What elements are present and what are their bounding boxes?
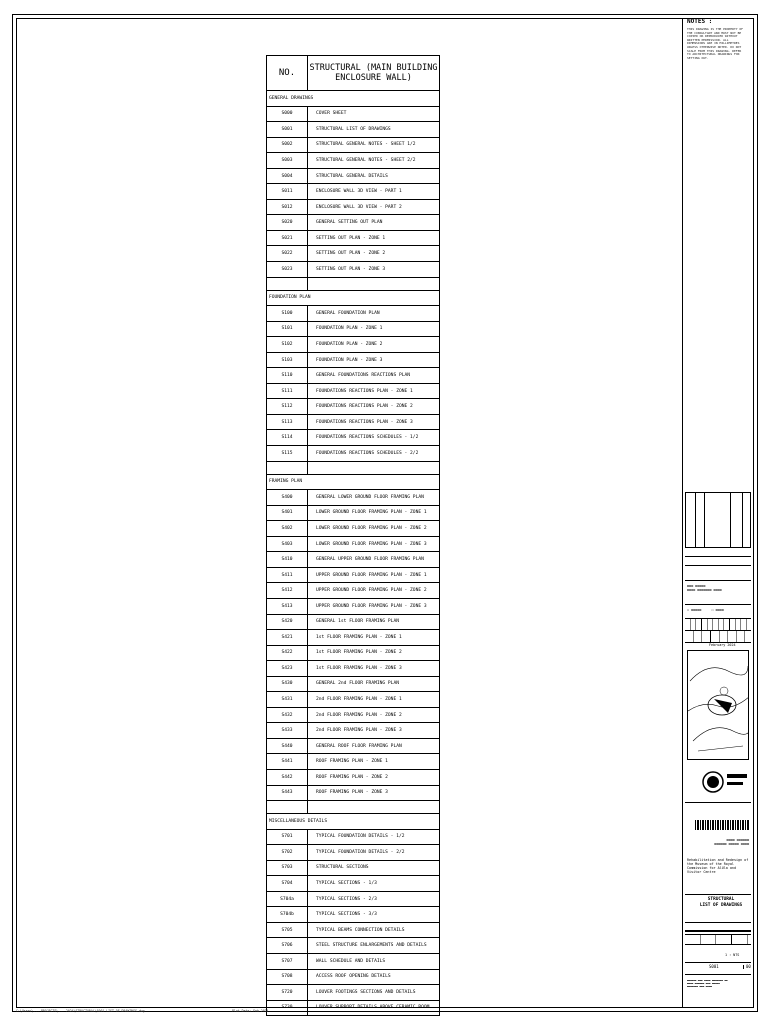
drawing-number: S000	[267, 106, 308, 122]
table-row	[267, 953, 440, 969]
table-row	[267, 907, 440, 923]
drawing-number: S012	[267, 199, 308, 215]
tb-sheet-row	[685, 962, 751, 973]
notes-title: NOTES :	[687, 18, 713, 25]
drawing-number: S001	[267, 122, 308, 138]
table-row	[267, 754, 440, 770]
consultant-arabic-text: ▬▬▬▬ ▬▬▬▬▬▬ ▬▬▬▬▬▬ ▬▬▬▬▬ ▬▬▬▬	[714, 838, 749, 846]
drawing-number: S707	[267, 953, 308, 969]
drawing-title: ROOF FRAMING PLAN - ZONE 3	[308, 785, 440, 801]
blank-row	[267, 461, 440, 474]
table-header-row	[267, 56, 440, 91]
table-row	[267, 122, 440, 138]
table-row	[267, 490, 440, 506]
drawing-title: WALL SCHEDULE AND DETAILS	[308, 953, 440, 969]
drawing-number: S708	[267, 969, 308, 985]
drawing-title: STRUCTURAL LIST OF DRAWINGS	[308, 122, 440, 138]
drawing-title: STRUCTURAL GENERAL NOTES - SHEET 2/2	[308, 153, 440, 169]
tb-scale: 1 : NTS	[725, 953, 740, 957]
revision-grid	[685, 492, 751, 548]
drawing-number: S403	[267, 536, 308, 552]
drawing-title: ENCLOSURE WALL 3D VIEW - PART 2	[308, 199, 440, 215]
table-row	[267, 153, 440, 169]
drawing-title: FOUNDATIONS REACTIONS PLAN - ZONE 2	[308, 399, 440, 415]
table-row	[267, 368, 440, 384]
drawing-title: LOWER GROUND FLOOR FRAMING PLAN - ZONE 2	[308, 521, 440, 537]
drawing-number: S704b	[267, 907, 308, 923]
drawing-number: S101	[267, 321, 308, 337]
drawing-title: FOUNDATION PLAN - ZONE 2	[308, 337, 440, 353]
tb-sheet-no: S001	[709, 964, 719, 969]
tb-scale-values	[685, 944, 751, 963]
drawing-title: TYPICAL SECTIONS - 3/3	[308, 907, 440, 923]
drawing-title: SETTING OUT PLAN - ZONE 1	[308, 230, 440, 246]
table-row	[267, 938, 440, 954]
drawing-number: S440	[267, 738, 308, 754]
drawing-number: S411	[267, 567, 308, 583]
table-row	[267, 306, 440, 322]
drawing-title: GENERAL SETTING OUT PLAN	[308, 215, 440, 231]
table-row	[267, 630, 440, 646]
drawing-title: 1st FLOOR FRAMING PLAN - ZONE 2	[308, 645, 440, 661]
section-name: GENERAL DRAWINGS	[267, 91, 440, 107]
section-name: FOUNDATION PLAN	[267, 290, 440, 306]
drawing-number: S432	[267, 707, 308, 723]
header-title: STRUCTURAL (MAIN BUILDING ENCLOSURE WALL)	[308, 56, 440, 91]
blank-row	[267, 277, 440, 290]
drawing-number: S021	[267, 230, 308, 246]
drawing-number: S112	[267, 399, 308, 415]
table-row	[267, 552, 440, 568]
drawing-title: LOUVER FOOTINGS SECTIONS AND DETAILS	[308, 985, 440, 1001]
table-row	[267, 383, 440, 399]
table-row	[267, 922, 440, 938]
table-row	[267, 168, 440, 184]
table-row	[267, 738, 440, 754]
drawing-number: S114	[267, 430, 308, 446]
tb-copyright-row	[685, 974, 751, 1005]
drawing-number: S441	[267, 754, 308, 770]
table-row	[267, 829, 440, 845]
drawing-title: STRUCTURAL SECTIONS	[308, 860, 440, 876]
table-row	[267, 199, 440, 215]
drawing-title: STEEL STRUCTURE ENLARGEMENTS AND DETAILS	[308, 938, 440, 954]
drawing-number: S102	[267, 337, 308, 353]
table-row	[267, 785, 440, 801]
table-row	[267, 891, 440, 907]
drawing-title-2: LIST OF DRAWINGS	[699, 903, 743, 908]
section-header-row	[267, 91, 440, 107]
drawing-number: S720	[267, 985, 308, 1001]
drawing-title: STRUCTURAL GENERAL DETAILS	[308, 168, 440, 184]
table-row	[267, 860, 440, 876]
table-row	[267, 969, 440, 985]
client-logo	[687, 762, 749, 802]
table-row	[267, 707, 440, 723]
header-no: NO.	[267, 56, 308, 91]
drawing-number: S004	[267, 168, 308, 184]
drawing-title: GENERAL UPPER GROUND FLOOR FRAMING PLAN	[308, 552, 440, 568]
drawing-number: S111	[267, 383, 308, 399]
drawing-number: S110	[267, 368, 308, 384]
table-row	[267, 661, 440, 677]
drawing-title: LOUVER SUPPORT DETAILS ABOVE CERAMIC ROOM	[308, 1000, 440, 1016]
drawing-number: S022	[267, 246, 308, 262]
table-row	[267, 692, 440, 708]
section-header-row	[267, 474, 440, 490]
table-row	[267, 337, 440, 353]
table-row	[267, 430, 440, 446]
drawing-number: S410	[267, 552, 308, 568]
drawing-title: 2nd FLOOR FRAMING PLAN - ZONE 3	[308, 723, 440, 739]
table-row	[267, 352, 440, 368]
drawing-title: LOWER GROUND FLOOR FRAMING PLAN - ZONE 3	[308, 536, 440, 552]
table-row	[267, 769, 440, 785]
drawing-number: S400	[267, 490, 308, 506]
drawing-title: TYPICAL BEAMS CONNECTION DETAILS	[308, 922, 440, 938]
drawing-title: GENERAL LOWER GROUND FLOOR FRAMING PLAN	[308, 490, 440, 506]
title-block	[682, 18, 754, 1008]
table-row	[267, 521, 440, 537]
drawing-title: SETTING OUT PLAN - ZONE 3	[308, 262, 440, 278]
drawing-number: S431	[267, 692, 308, 708]
drawing-title-1: STRUCTURAL	[707, 897, 735, 902]
drawing-number: S421	[267, 630, 308, 646]
table-row	[267, 676, 440, 692]
drawing-title: 1st FLOOR FRAMING PLAN - ZONE 3	[308, 661, 440, 677]
drawing-title: TYPICAL SECTIONS - 2/3	[308, 891, 440, 907]
table-row	[267, 137, 440, 153]
drawing-number: S433	[267, 723, 308, 739]
drawing-title: TYPICAL FOUNDATION DETAILS - 1/2	[308, 829, 440, 845]
table-row	[267, 1000, 440, 1016]
drawing-title: 2nd FLOOR FRAMING PLAN - ZONE 1	[308, 692, 440, 708]
drawing-title: 2nd FLOOR FRAMING PLAN - ZONE 2	[308, 707, 440, 723]
drawing-number: S423	[267, 661, 308, 677]
checkbox-icon: ☐ ▬▬▬▬▬ ☐ ▬▬▬▬	[687, 608, 724, 612]
key-plan-map	[687, 650, 749, 760]
drawing-number: S704	[267, 876, 308, 892]
table-row	[267, 567, 440, 583]
drawing-title: GENERAL ROOF FLOOR FRAMING PLAN	[308, 738, 440, 754]
drawing-title: ROOF FRAMING PLAN - ZONE 2	[308, 769, 440, 785]
drawing-number: S103	[267, 352, 308, 368]
project-description: Rehabilitation and Redesign of the Museum of the Royal Commission for AlUla and Visitor Centre	[687, 858, 749, 874]
tb-date: February 2024	[709, 643, 736, 647]
drawing-number: S443	[267, 785, 308, 801]
drawing-title: GENERAL FOUNDATION PLAN	[308, 306, 440, 322]
tb-client-lines: ▬▬▬ ▬▬▬▬▬ ▬▬▬▬ ▬▬▬▬▬▬▬ ▬▬▬▬	[687, 584, 722, 592]
section-header-row	[267, 814, 440, 830]
footer-file-path: C:\Users\... PROJECTS\... 2024\STRUCTURAL\S001 LIST OF DRAWINGS.dwg	[16, 1009, 145, 1013]
table-row	[267, 321, 440, 337]
drawing-number: S002	[267, 137, 308, 153]
drawing-title: ENCLOSURE WALL 3D VIEW - PART 1	[308, 184, 440, 200]
table-row	[267, 215, 440, 231]
drawing-number: S430	[267, 676, 308, 692]
table-row	[267, 184, 440, 200]
drawing-number: S704a	[267, 891, 308, 907]
drawing-number: S113	[267, 414, 308, 430]
table-row	[267, 723, 440, 739]
tb-date-row	[685, 642, 751, 649]
table-row	[267, 985, 440, 1001]
drawing-title: FOUNDATION PLAN - ZONE 1	[308, 321, 440, 337]
drawing-number: S705	[267, 922, 308, 938]
drawing-number: S412	[267, 583, 308, 599]
drawing-title: TYPICAL FOUNDATION DETAILS - 2/2	[308, 845, 440, 861]
drawing-number: S413	[267, 598, 308, 614]
table-row	[267, 876, 440, 892]
tb-checkbox-row	[685, 604, 751, 619]
table-row	[267, 614, 440, 630]
drawing-number: S420	[267, 614, 308, 630]
drawing-number: S422	[267, 645, 308, 661]
footer-plot-date: Plot Date: Feb 2024	[232, 1009, 269, 1013]
tb-rev-row	[685, 565, 751, 575]
drawing-number: S706	[267, 938, 308, 954]
blank-row	[267, 801, 440, 814]
drawing-title: SETTING OUT PLAN - ZONE 2	[308, 246, 440, 262]
barcode-graphic	[695, 820, 749, 830]
drawing-title: FOUNDATIONS REACTIONS PLAN - ZONE 1	[308, 383, 440, 399]
drawing-title: LOWER GROUND FLOOR FRAMING PLAN - ZONE 1	[308, 505, 440, 521]
drawing-title: GENERAL FOUNDATIONS REACTIONS PLAN	[308, 368, 440, 384]
drawing-title: UPPER GROUND FLOOR FRAMING PLAN - ZONE 3	[308, 598, 440, 614]
drawing-number: S402	[267, 521, 308, 537]
drawing-number: S115	[267, 446, 308, 462]
drawing-number: S401	[267, 505, 308, 521]
drawing-number: S003	[267, 153, 308, 169]
table-row	[267, 505, 440, 521]
copyright-lines: ▬▬▬▬▬▬ ▬▬▬ ▬▬▬▬ ▬▬▬▬▬▬▬ ▬▬ ▬▬▬▬ ▬▬▬▬▬▬ ▬▬▬ ▬▬▬▬▬ ▬▬▬▬▬▬▬ ▬▬▬ ▬▬▬▬	[687, 979, 728, 989]
drawing-title: STRUCTURAL GENERAL NOTES - SHEET 1/2	[308, 137, 440, 153]
tb-rev: 00	[743, 965, 751, 969]
drawing-title: ROOF FRAMING PLAN - ZONE 1	[308, 754, 440, 770]
drawing-title: COVER SHEET	[308, 106, 440, 122]
table-row	[267, 246, 440, 262]
drawing-title: TYPICAL SECTIONS - 1/3	[308, 876, 440, 892]
drawing-title: GENERAL 2nd FLOOR FRAMING PLAN	[308, 676, 440, 692]
drawing-title: FOUNDATIONS REACTIONS SCHEDULES - 1/2	[308, 430, 440, 446]
table-row	[267, 598, 440, 614]
section-name: MISCELLANEOUS DETAILS	[267, 814, 440, 830]
notes-body: THIS DRAWING IS THE PROPERTY OF THE CONSULTANT AND MUST NOT BE COPIED OR REPRODUCED WITHOUT WRITTEN PERMISSION. ALL DIMENSIONS ARE IN MILLIMETRES UNLESS OTHERWISE NOTED. DO NOT SCALE FROM THIS DRAWING. REFER TO ARCHITECTURAL DRAWINGS FOR SETTING OUT.	[687, 27, 743, 60]
drawing-title: GENERAL 1st FLOOR FRAMING PLAN	[308, 614, 440, 630]
drawing-number: S011	[267, 184, 308, 200]
section-name: FRAMING PLAN	[267, 474, 440, 490]
drawing-number: S020	[267, 215, 308, 231]
table-row	[267, 845, 440, 861]
drawing-title: FOUNDATIONS REACTIONS PLAN - ZONE 3	[308, 414, 440, 430]
table-row	[267, 399, 440, 415]
table-row	[267, 106, 440, 122]
table-row	[267, 446, 440, 462]
drawing-title: 1st FLOOR FRAMING PLAN - ZONE 1	[308, 630, 440, 646]
drawing-number: S703	[267, 860, 308, 876]
drawing-number: S730	[267, 1000, 308, 1016]
drawing-number: S442	[267, 769, 308, 785]
tb-client-row	[685, 580, 751, 605]
section-header-row	[267, 290, 440, 306]
table-row	[267, 645, 440, 661]
drawing-number: S702	[267, 845, 308, 861]
table-row	[267, 414, 440, 430]
drawing-number: S100	[267, 306, 308, 322]
drawing-title: FOUNDATION PLAN - ZONE 3	[308, 352, 440, 368]
drawing-list-table	[266, 55, 440, 1016]
drawing-number: S023	[267, 262, 308, 278]
drawing-number: S701	[267, 829, 308, 845]
table-row	[267, 583, 440, 599]
table-row	[267, 536, 440, 552]
table-row	[267, 230, 440, 246]
drawing-title: UPPER GROUND FLOOR FRAMING PLAN - ZONE 1	[308, 567, 440, 583]
drawing-title: UPPER GROUND FLOOR FRAMING PLAN - ZONE 2	[308, 583, 440, 599]
table-row	[267, 262, 440, 278]
drawing-title: FOUNDATIONS REACTIONS SCHEDULES - 2/2	[308, 446, 440, 462]
drawing-title: ACCESS ROOF OPENING DETAILS	[308, 969, 440, 985]
